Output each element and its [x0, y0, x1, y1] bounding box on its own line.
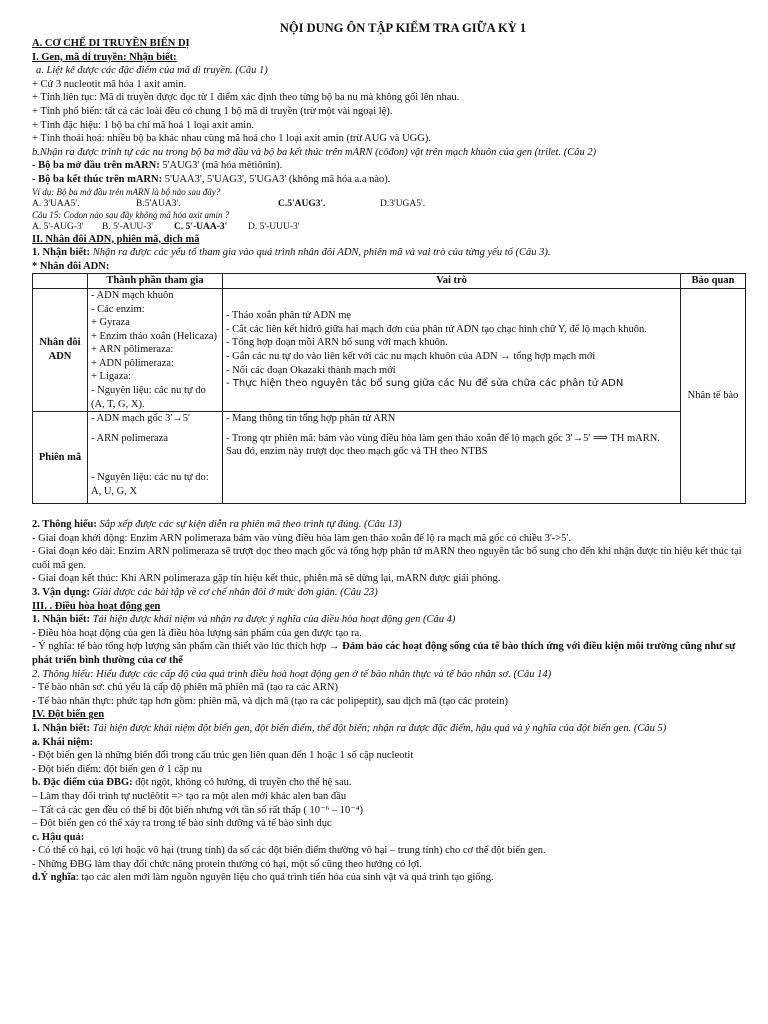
meaning-text: - Ý nghĩa: tế bào tổng hợp lượng sản phẩm cần thiết vào lúc thích hợp →	[32, 641, 343, 653]
significance-label: d.Ý nghĩa	[32, 872, 76, 884]
understanding-3: 2. Thông hiểu: Hiểu được các cấp độ của quá trình điều hoà hoạt động gen ở tế bào nhân thực và tế bào nhân sơ. (Câu 14)	[32, 668, 552, 680]
component-item: + Enzim tháo xoắn (Helicaza)	[91, 330, 218, 342]
table-header-row	[33, 274, 746, 289]
list-item: + Cứ 3 nucleotit mã hóa 1 axit amin.	[32, 78, 187, 90]
consequence-item: - Có thể có hại, có lợi hoặc vô hại (trung tính) đa số các đột biến điểm thường vô hại – trung tính) cho cơ thể đột biến gen.	[32, 845, 546, 857]
recognition-label: 1. Nhận biết:	[32, 614, 91, 626]
recognition-label: 1. Nhận biết:	[32, 722, 91, 734]
recognition-text: Nhận ra được các yếu tố tham gia vào quá trình nhân đôi ADN, phiên mã và vai trò của từng yếu tố (Câu 3).	[90, 247, 551, 259]
roles-cell	[223, 288, 681, 411]
component-item: - ADN mạch khuôn	[91, 289, 174, 301]
question-15: Câu 15: Codon nào sau đây không mã hóa axit amin ?	[32, 209, 230, 220]
start-codon-text: 5'AUG3' (mã hóa mêtiônin).	[159, 160, 283, 172]
understanding-label: 2. Thông hiểu:	[32, 519, 97, 531]
table-row	[33, 288, 746, 411]
option-a: A. 5'-AUG-3'	[32, 221, 84, 232]
option-d: D.3'UGA5'.	[380, 198, 426, 209]
component-item: - Nguyên liệu: các nu tự do: A, U, G, X	[91, 472, 209, 498]
component-item: - ADN mạch gốc 3'→5'	[91, 413, 190, 425]
role-item: - Tháo xoắn phân tử ADN mẹ	[226, 310, 352, 322]
understanding-2	[32, 518, 754, 532]
table-row	[33, 412, 746, 504]
section-i-heading: I. Gen, mã di truyền: Nhận biết:	[32, 51, 177, 63]
recognition-4	[32, 722, 754, 736]
list-item: + Tính đặc hiệu: 1 bộ ba chỉ mã hoá 1 loại axit amin.	[32, 119, 255, 131]
role-item: - Tổng hợp đoạn mồi ARN bổ sung với mạch khuôn.	[226, 337, 448, 349]
role-item: - Thực hiện theo nguyên tắc bổ sung giữa các Nu để sửa chữa các phân tử ADN	[226, 378, 624, 390]
stage-elongation: - Giai đoạn kéo dài: Enzim ARN polimeraza sẽ trượt dọc theo mạch gốc và tổng hợp phân tử mARN theo nguyên tắc bổ sung cho đến khi nhận được tín hiệu kết thúc tại cuối mã gen.	[32, 546, 742, 571]
features-text: đột ngột, không có hướng, di truyền cho thế hệ sau.	[132, 777, 352, 789]
application-3	[32, 586, 754, 600]
section-ii-heading: II. Nhân đôi ADN, phiên mã, dịch mã	[32, 233, 200, 245]
consequences-heading: c. Hậu quả:	[32, 831, 85, 843]
replication-heading: * Nhân đôi ADN:	[32, 260, 110, 272]
table-header: Vai trò	[223, 274, 681, 289]
section-iii-heading: III. . Điều hòa hoạt động gen	[32, 600, 161, 612]
components-cell	[88, 288, 223, 411]
recognition-text: Tái hiện được khái niệm và nhận ra được ý nghĩa của điều hòa hoạt động gen (Câu 4)	[90, 614, 456, 626]
application-label: 3. Vận dụng:	[32, 587, 90, 598]
table-header	[33, 274, 88, 289]
features-label: b. Đặc điểm của ĐBG:	[32, 777, 133, 789]
option-c: C.5'AUG3'.	[278, 198, 326, 209]
list-item: + Tính thoái hoá: nhiều bộ ba khác nhau cùng mã hoá cho 1 loại axit amin (trừ AUG và UGG).	[32, 133, 431, 145]
table-header: Bào quan	[681, 274, 746, 289]
replication-table	[32, 273, 746, 504]
regulation-meaning	[32, 640, 754, 667]
role-item: - Trong qtr phiên mã: bám vào vùng điều hòa làm gen tháo xoắn để lộ mạch gốc 3'→5' ⟹ TH mARN. Sau đó, enzim này trượt dọc theo mạch gốc và TH theo NTBS	[226, 432, 660, 458]
component-item: - ARN polimeraza	[91, 432, 168, 444]
recognition-3	[32, 613, 754, 627]
role-item: - Cắt các liên kết hiđrô giữa hai mạch đơn của phân tử ADN tạo chạc hình chữ Y, để lộ mạch khuôn.	[226, 323, 647, 335]
recognition-text: Tái hiện được khái niệm đột biến gen, đột biến điểm, thể đột biến; nhận ra được đặc điểm, hậu quả và ý nghĩa của đột biến gen. (Câu 5)	[90, 722, 667, 734]
component-item: + Gyraza	[91, 317, 130, 329]
stage-initiation: - Giai đoạn khởi động: Enzim ARN polimeraza bám vào vùng điều hòa làm gen tháo xoắn để lộ ra mạch mã gốc có chiều 3'->5'.	[32, 532, 571, 544]
understanding-text: Sắp xếp được các sự kiện diễn ra phiên mã theo trình tự đúng. (Câu 13)	[96, 519, 402, 531]
option-a: A. 3'UAA5'.	[32, 198, 80, 209]
role-item: - Gắn các nu tự do vào liên kết với các nu mạch khuôn của ADN → tổng hợp mạch mới	[226, 351, 596, 363]
prokaryote-line: - Tế bào nhân sơ: chủ yếu là cấp độ phiên mã phiên mã (tạo ra các ARN)	[32, 682, 338, 694]
eukaryote-line: - Tế bào nhân thực: phức tạp hơn gồm: phiên mã, và dịch mã (tạo ra các polipeptit), sau dịch mã (tạo các protein)	[32, 695, 508, 707]
section-iv-heading: IV. Đột biến gen	[32, 709, 105, 721]
recognition-1	[32, 246, 754, 260]
table-header: Thành phần tham gia	[88, 274, 223, 289]
significance-line	[32, 871, 754, 885]
option-c: C. 5'-UAA-3'	[174, 221, 228, 232]
question-15-options	[32, 221, 754, 233]
component-item: - Các enzim:	[91, 303, 145, 315]
stage-termination: - Giai đoạn kết thúc: Khi ARN polimeraza gặp tín hiệu kết thúc, phiên mã sẽ dừng lại, mARN được giải phóng.	[32, 573, 501, 585]
row-label-transcription: Phiên mã	[33, 412, 88, 504]
concept-item: - Đột biến điểm: đột biến gen ở 1 cặp nu	[32, 763, 203, 775]
feature-item: – Tất cả các gen đều có thể bị đột biến nhưng với tần số rất thấp ( 10⁻⁶ – 10⁻⁴)	[32, 804, 363, 816]
roles-cell	[223, 412, 681, 504]
row-label-replication: Nhân đôi ADN	[33, 288, 88, 411]
component-item: + ADN pôlimeraza:	[91, 357, 174, 369]
feature-item: – Đột biến gen có thể xảy ra trong tế bào sinh dưỡng và tế bào sinh dục	[32, 818, 332, 830]
stop-codon-text: 5'UAA3', 5'UAG3', 5'UGA3' (không mã hóa a.a nào).	[162, 173, 391, 185]
objective-b: b.Nhận ra được trình tự các nu trong bộ ba mở đầu và bộ ba kết thúc trên mARN (côđon) vật trên mạch khuôn của gen (trilet. (Câu 2)	[32, 146, 597, 158]
component-item: - Nguyên liệu: các nu tự do (A, T, G, X).	[91, 385, 206, 410]
recognition-label: 1. Nhận biết:	[32, 247, 91, 259]
consequence-item: - Những ĐBG làm thay đổi chức năng protein thường có hại, một số cũng theo hướng có lợi.	[32, 858, 422, 870]
example-question: Ví dụ: Bộ ba mở đầu trên mARN là bộ nào sau đây?	[32, 186, 221, 197]
concept-heading: a. Khái niệm:	[32, 736, 93, 748]
option-b: B.5'AUA3'.	[136, 198, 181, 209]
stop-codon-line	[32, 173, 754, 187]
component-item: + ARN pôlimeraza:	[91, 344, 174, 356]
meaning-bold: Đảm bảo các hoạt động sống của tế bào thích ứng với điều kiện môi trường cũng như sự phát triển bình thường của cơ thể	[32, 641, 736, 666]
section-a-heading: A. CƠ CHẾ DI TRUYỀN BIẾN DỊ	[32, 38, 190, 49]
significance-text: : tạo các alen mới làm nguồn nguyên liệu cho quá trình tiến hóa của sinh vật và quá trình tạo giống.	[75, 872, 494, 884]
role-item: - Mang thông tin tổng hợp phân tử ARN	[226, 413, 396, 425]
concept-item: - Đột biến gen là những biến đổi trong cấu trúc gen liên quan đến 1 hoặc 1 số cặp nucleotit	[32, 750, 414, 762]
feature-item: – Làm thay đổi trình tự nuclêôtit => tạo ra một alen mới khác alen ban đầu	[32, 790, 347, 802]
start-codon-label: - Bộ ba mở đầu trên mARN:	[32, 160, 160, 172]
application-text: Giải được các bài tập về cơ chế nhân đôi ở mức đơn giản. (Câu 23)	[89, 587, 378, 598]
objective-a: a. Liệt kê được các đặc điểm của mã di truyền. (Câu 1)	[36, 65, 268, 77]
page-title: NỘI DUNG ÔN TẬP KIỂM TRA GIỮA KỲ 1	[279, 21, 527, 35]
option-d: D. 5'-UUU-3'	[248, 221, 300, 232]
example-options	[32, 198, 754, 210]
list-item: + Tính liên tục: Mã di truyền được đọc từ 1 điểm xác định theo từng bộ ba nu mà không gối lên nhau.	[32, 92, 460, 104]
start-codon-line	[32, 159, 754, 173]
list-item: + Tính phổ biến: tất cả các loài đều có chung 1 bộ mã di truyền (trừ một vài ngoại lệ).	[32, 105, 393, 117]
components-cell	[88, 412, 223, 504]
component-item: + Ligaza:	[91, 371, 132, 383]
features-line	[32, 776, 754, 790]
role-item: - Nối các đoạn Okazaki thành mạch mới	[226, 364, 396, 376]
regulation-def: - Điều hòa hoạt động của gen là điều hòa lượng sản phẩm của gen được tạo ra.	[32, 627, 362, 639]
organelle-cell: Nhân tế bào	[681, 288, 746, 503]
option-b: B. 5'-AUU-3'	[102, 221, 153, 232]
stop-codon-label: - Bộ ba kết thúc trên mARN:	[32, 173, 163, 185]
